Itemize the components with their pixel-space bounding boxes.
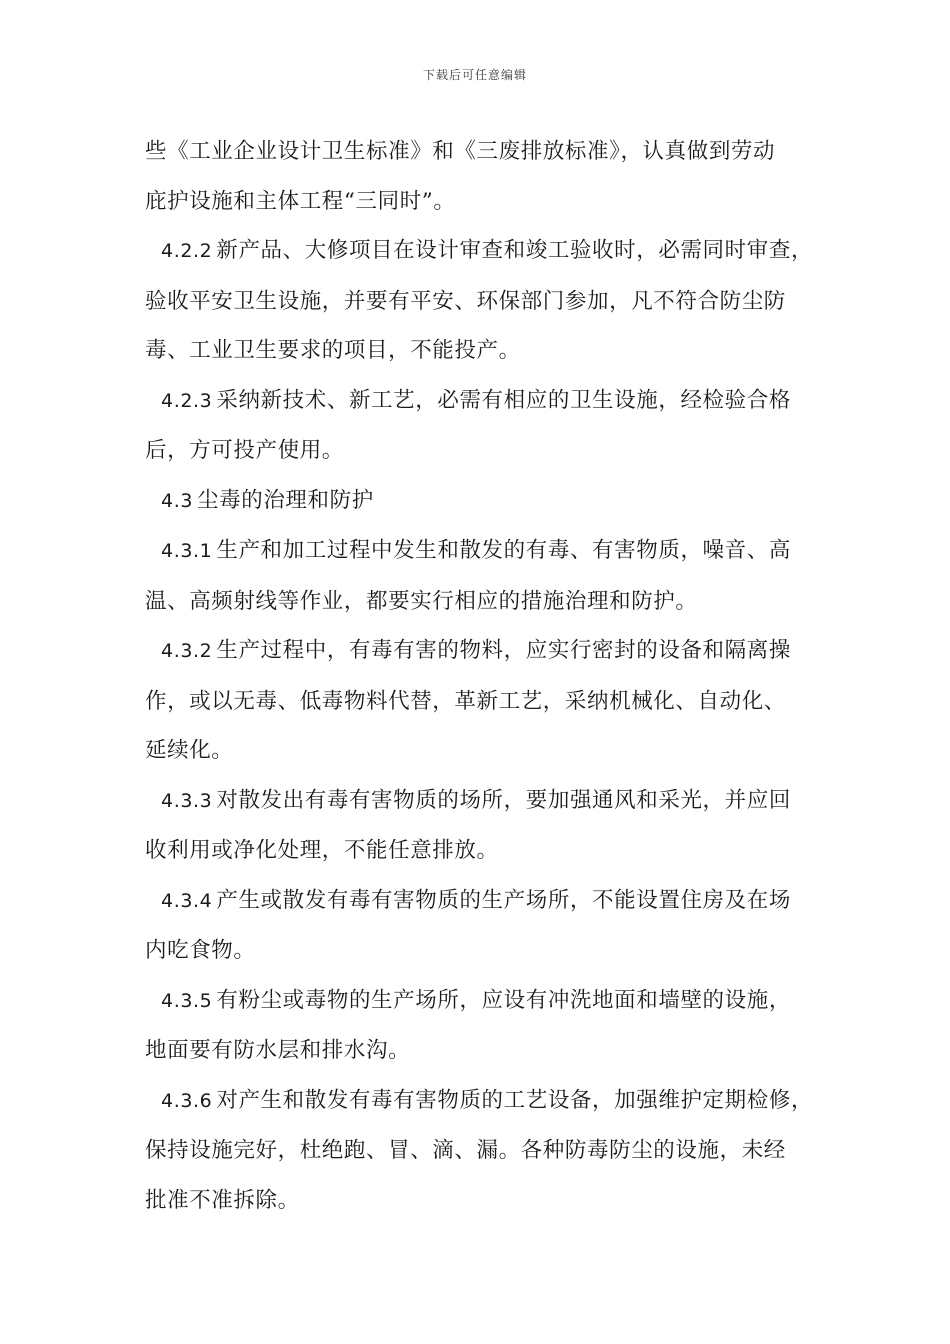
paragraph-line: 毒、工业卫生要求的项目，不能投产。 xyxy=(145,338,521,363)
paragraph-line: 后，方可投产使用。 xyxy=(145,438,344,463)
clause-number: 4.2.3 xyxy=(161,389,213,412)
paragraph-line: 内吃食物。 xyxy=(145,938,256,963)
paragraph-line: 作，或以无毒、低毒物料代替，革新工艺，采纳机械化、自动化、 xyxy=(145,688,786,714)
paragraph-line: 批准不准拆除。 xyxy=(145,1187,300,1213)
clause-number: 4.3.4 xyxy=(161,889,213,912)
clause-4-2-2 xyxy=(145,226,835,376)
clause-4-3-1 xyxy=(145,526,835,626)
page-header: 下载后可任意编辑 xyxy=(422,68,527,82)
clause-4-3-3 xyxy=(145,776,835,876)
paragraph-line: 对产生和散发有毒有害物质的工艺设备，加强维护定期检修， xyxy=(216,1087,814,1113)
paragraph-first-line xyxy=(145,876,835,927)
section-4-3-heading xyxy=(145,476,835,527)
clause-number: 4.3.2 xyxy=(161,640,213,662)
document-body xyxy=(145,127,835,1225)
clause-4-3-6 xyxy=(145,1076,835,1226)
paragraph-line: 地面要有防水层和排水沟。 xyxy=(145,1038,411,1063)
paragraph-continued xyxy=(145,127,835,226)
paragraph-first-line xyxy=(145,476,835,527)
paragraph-first-line xyxy=(145,626,835,677)
paragraph-line: 些《工业企业设计卫生标准》和《三废排放标准》，认真做到劳动 xyxy=(145,139,776,164)
clause-number: 4.2.2 xyxy=(161,240,213,262)
clause-number: 4.3.1 xyxy=(161,540,213,562)
section-title: 尘毒的治理和防护 xyxy=(197,487,374,513)
clause-number: 4.3.6 xyxy=(161,1089,213,1112)
paragraph-line: 庇护设施和主体工程“三同时”。 xyxy=(145,188,456,214)
clause-4-3-2 xyxy=(145,626,835,776)
paragraph-line: 保持设施完好，杜绝跑、冒、滴、漏。各种防毒防尘的设施，未经 xyxy=(145,1138,786,1163)
paragraph-line: 验收平安卫生设施，并要有平安、环保部门参加，凡不符合防尘防 xyxy=(145,288,786,314)
clause-number: 4.3.5 xyxy=(161,989,213,1012)
paragraph-first-line xyxy=(145,1076,835,1127)
paragraph-first-line xyxy=(145,226,835,277)
paragraph-line: 生产过程中，有毒有害的物料，应实行密封的设备和隔离操 xyxy=(216,638,791,663)
clause-number: 4.3 xyxy=(161,489,194,512)
clause-4-2-3 xyxy=(145,376,835,476)
paragraph-first-line xyxy=(145,376,835,427)
paragraph-line: 生产和加工过程中发生和散发的有毒、有害物质，噪音、高 xyxy=(216,538,791,563)
paragraph-first-line xyxy=(145,776,835,827)
clause-4-3-5 xyxy=(145,976,835,1076)
clause-number: 4.3.3 xyxy=(161,789,213,812)
paragraph-line: 采纳新技术、新工艺，必需有相应的卫生设施，经检验合格 xyxy=(216,387,791,413)
paragraph-first-line xyxy=(145,976,835,1027)
paragraph-line: 新产品、大修项目在设计审查和竣工验收时，必需同时审查， xyxy=(216,238,814,263)
paragraph-first-line xyxy=(145,526,835,577)
paragraph-line: 产生或散发有毒有害物质的生产场所，不能设置住房及在场 xyxy=(216,887,791,913)
paragraph-line: 有粉尘或毒物的生产场所，应设有冲洗地面和墙壁的设施， xyxy=(216,987,791,1013)
paragraph-line: 延续化。 xyxy=(145,738,234,763)
paragraph-line: 温、高频射线等作业，都要实行相应的措施治理和防护。 xyxy=(145,588,698,614)
paragraph-line: 对散发出有毒有害物质的场所，要加强通风和采光，并应回 xyxy=(216,787,791,813)
paragraph-line: 收利用或净化处理，不能任意排放。 xyxy=(145,838,499,863)
clause-4-3-4 xyxy=(145,876,835,976)
